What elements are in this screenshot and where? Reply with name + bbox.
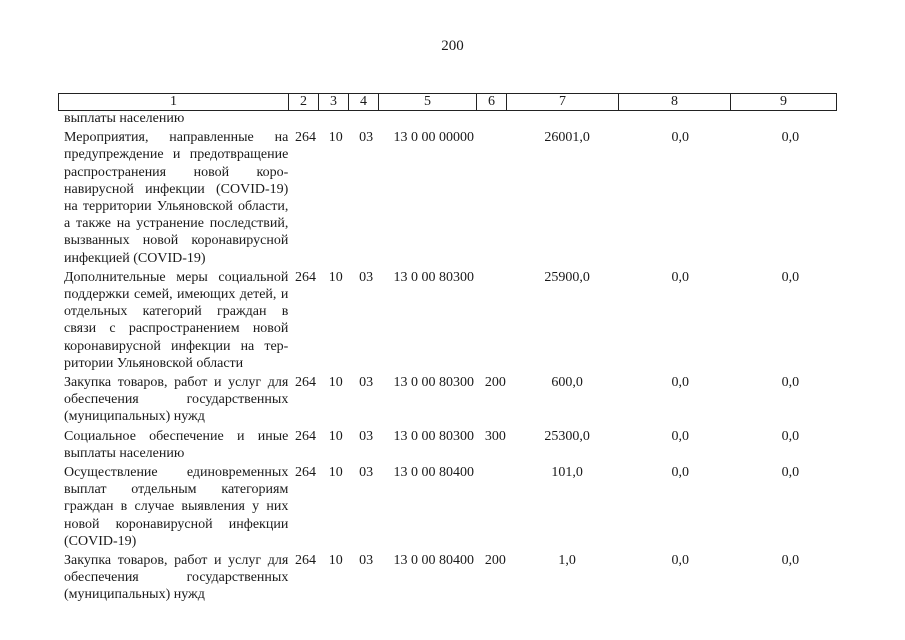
page-number: 200 <box>441 38 464 54</box>
row-c2: 264 <box>294 553 316 569</box>
row-c2: 264 <box>294 375 316 391</box>
row-c7: 25300,0 <box>544 428 590 444</box>
row-name: Осуществление единовременных выплат отдельным категориям граждан в случае выявления у них новой коронавирусной инфекции (COVID-19) <box>64 465 289 549</box>
row-c4: 03 <box>359 553 374 569</box>
column-header-8: 8 <box>619 94 731 111</box>
row-c7: 25900,0 <box>544 269 590 285</box>
row-name: Социальное обеспечение и иные выплаты населению <box>64 428 289 461</box>
row-c6: 300 <box>484 428 506 444</box>
row-c6 <box>480 127 510 267</box>
row-c9: 0,0 <box>781 130 800 146</box>
row-c9: 0,0 <box>781 428 800 444</box>
table-row <box>58 127 844 267</box>
row-c5: 13 0 00 80400 <box>393 553 474 569</box>
table-row <box>58 550 844 604</box>
row-c3: 10 <box>328 428 343 444</box>
row-name: Закупка товаров, работ и услуг для обеспечения государственных (муниципальных) нужд <box>64 553 289 603</box>
row-c6 <box>480 267 510 372</box>
row-c3: 10 <box>328 553 343 569</box>
row-c2: 264 <box>294 269 316 285</box>
column-header-9: 9 <box>731 94 837 111</box>
row-c5: 13 0 00 80300 <box>393 269 474 285</box>
row-c7: 26001,0 <box>544 130 590 146</box>
row-c9: 0,0 <box>781 269 800 285</box>
row-c5: 13 0 00 80400 <box>393 465 474 481</box>
row-c8: 0,0 <box>671 465 689 481</box>
row-c4: 03 <box>359 428 374 444</box>
column-header-1: 1 <box>59 94 289 111</box>
row-name: Мероприятия, направленные на предупреждение и предотвращение распространения новой коронавирусной инфекции (COVID-19) на территории Ульяновской области, а также на устранение последствий, вызванных новой коронавирусной инфекцией (COVID-19) <box>64 130 289 266</box>
row-c3: 10 <box>328 269 343 285</box>
row-c5: 13 0 00 80300 <box>393 375 474 391</box>
table-row <box>58 426 844 462</box>
row-c7: 1,0 <box>558 553 576 569</box>
row-c5: 13 0 00 80300 <box>393 428 474 444</box>
row-c4: 03 <box>359 130 374 146</box>
row-c4: 03 <box>359 375 374 391</box>
row-c9: 0,0 <box>781 465 800 481</box>
row-c4: 03 <box>359 269 374 285</box>
row-c2: 264 <box>294 465 316 481</box>
row-c8: 0,0 <box>671 428 689 444</box>
row-c8: 0,0 <box>671 553 689 569</box>
row-c5: 13 0 00 00000 <box>393 130 474 146</box>
row-c8: 0,0 <box>671 375 689 391</box>
continuation-text: выплаты населению <box>64 111 185 126</box>
row-name: Дополнительные меры социальной поддержки семей, имеющих детей, и отдельных категорий граждан в связи с распространением новой коронавирусной инфекции на территории Ульяновской области <box>64 269 289 371</box>
column-header-7: 7 <box>507 94 619 111</box>
row-c6 <box>480 462 510 550</box>
budget-table <box>58 110 844 604</box>
row-c4: 03 <box>359 465 374 481</box>
table-row <box>58 372 844 426</box>
row-c8: 0,0 <box>671 130 689 146</box>
row-c6: 200 <box>484 553 506 569</box>
row-c2: 264 <box>294 130 316 146</box>
row-c9: 0,0 <box>781 553 800 569</box>
column-header-3: 3 <box>319 94 349 111</box>
row-name: Закупка товаров, работ и услуг для обеспечения государственных (муниципальных) нужд <box>64 375 289 425</box>
row-c6: 200 <box>484 375 506 391</box>
row-c7: 101,0 <box>551 465 583 481</box>
column-header-2: 2 <box>289 94 319 111</box>
row-c2: 264 <box>294 428 316 444</box>
row-c3: 10 <box>328 465 343 481</box>
column-header-5: 5 <box>379 94 477 111</box>
column-header-4: 4 <box>349 94 379 111</box>
row-c8: 0,0 <box>671 269 689 285</box>
table-row <box>58 462 844 550</box>
row-c7: 600,0 <box>551 375 583 391</box>
table-row <box>58 267 844 372</box>
column-header-6: 6 <box>477 94 507 111</box>
row-c3: 10 <box>328 375 343 391</box>
row-c3: 10 <box>328 130 343 146</box>
continuation-row <box>58 110 844 127</box>
row-c9: 0,0 <box>781 375 800 391</box>
column-header-row <box>59 94 837 111</box>
column-header-table <box>58 93 837 111</box>
